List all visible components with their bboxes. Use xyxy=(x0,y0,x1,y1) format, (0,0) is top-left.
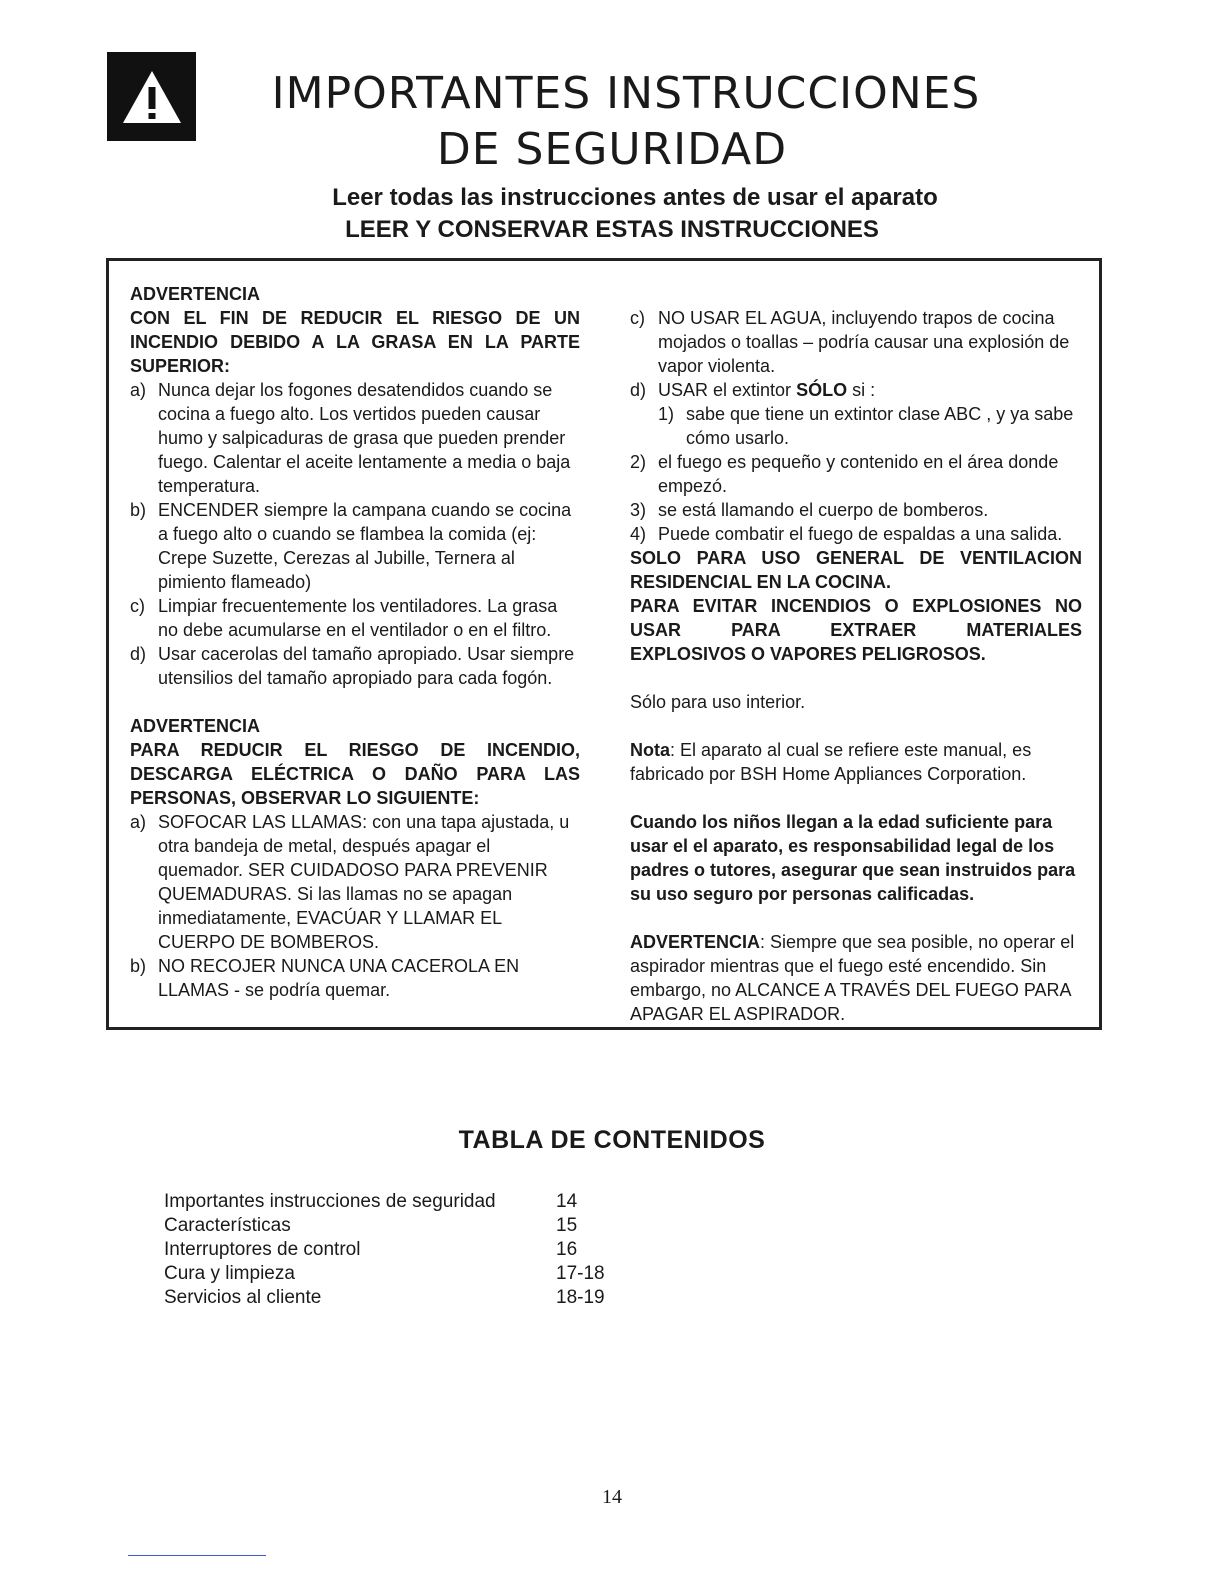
item-text: ENCENDER siempre la campana cuando se cocina a fuego alto o cuando se flambea la comida (ej: Crepe Suzette, Cerezas al Jubille, Ternera al pimiento flameado) xyxy=(158,500,572,592)
toc-row xyxy=(164,1238,636,1262)
ventilation-warning-line: SOLO PARA USO GENERAL DE VENTILACION xyxy=(630,548,1082,568)
sub-list-item xyxy=(630,498,1082,522)
table-of-contents xyxy=(164,1190,636,1310)
item-label: a) xyxy=(130,812,147,832)
warning-heading-line: INCENDIO DEBIDO A LA GRASA EN LA PARTE xyxy=(130,332,580,352)
children-safety-note: Cuando los niños llegan a la edad suficiente para usar el el aparato, es responsabilidad legal de los padres o tutores, asegurar que sean instruidos para su uso seguro por personas calificadas. xyxy=(630,812,1076,904)
warning-heading-line: PARA REDUCIR EL RIESGO DE INCENDIO, xyxy=(130,740,580,760)
toc-entry-page: 16 xyxy=(556,1239,578,1260)
sub-list-item xyxy=(630,522,1082,546)
item-label: d) xyxy=(630,380,647,400)
item-text-pre: USAR el extintor xyxy=(658,380,797,400)
fire-warning-note xyxy=(630,930,1082,1026)
sub-item-text: Puede combatir el fuego de espaldas a una salida. xyxy=(658,524,1063,544)
item-label: c) xyxy=(630,308,645,328)
page-title-line-1: IMPORTANTES INSTRUCCIONES xyxy=(271,68,981,119)
warning-label: ADVERTENCIA xyxy=(130,284,261,304)
toc-entry-name: Cura y limpieza xyxy=(164,1263,295,1284)
warning-heading-line: SUPERIOR: xyxy=(130,356,231,376)
toc-entry-name: Interruptores de control xyxy=(164,1239,361,1260)
ventilation-warning-line: PARA EVITAR INCENDIOS O EXPLOSIONES NO xyxy=(630,596,1082,616)
item-text-emphasis: SÓLO xyxy=(796,380,848,400)
toc-row xyxy=(164,1214,636,1238)
warning-heading-line: CON EL FIN DE REDUCIR EL RIESGO DE UN xyxy=(130,308,580,328)
warning-label: ADVERTENCIA xyxy=(130,716,261,736)
toc-entry-page: 14 xyxy=(556,1191,578,1212)
item-text: NO RECOJER NUNCA UNA CACEROLA EN LLAMAS - se podría quemar. xyxy=(158,956,520,1000)
toc-entry-name: Características xyxy=(164,1215,291,1236)
right-column xyxy=(630,306,1082,1026)
item-text-post: si : xyxy=(847,380,876,400)
left-column xyxy=(130,282,580,1002)
warning-heading-line: PERSONAS, OBSERVAR LO SIGUIENTE: xyxy=(130,788,480,808)
toc-row xyxy=(164,1286,636,1310)
sub-item-text: se está llamando el cuerpo de bomberos. xyxy=(658,500,989,520)
list-item xyxy=(630,306,1082,378)
list-item xyxy=(130,810,580,954)
sub-item-label: 2) xyxy=(630,452,647,472)
warning-heading-line: DESCARGA ELÉCTRICA O DAÑO PARA LAS xyxy=(130,764,580,784)
sub-item-label: 3) xyxy=(630,500,647,520)
item-text: Limpiar frecuentemente los ventiladores. La grasa no debe acumularse en el ventilador o en el filtro. xyxy=(158,596,558,640)
footer-divider xyxy=(128,1555,266,1556)
list-item xyxy=(130,594,580,642)
sub-item-label: 4) xyxy=(630,524,647,544)
warning-label: ADVERTENCIA xyxy=(630,932,761,952)
item-text xyxy=(658,378,1082,402)
page-number: 14 xyxy=(602,1486,622,1508)
sub-item-label: 1) xyxy=(658,404,675,424)
manufacturer-note xyxy=(630,738,1082,786)
item-label: d) xyxy=(130,644,147,664)
sub-list-item xyxy=(630,402,1082,450)
toc-row xyxy=(164,1262,636,1286)
toc-entry-name: Servicios al cliente xyxy=(164,1287,322,1308)
list-item xyxy=(130,378,580,498)
indoor-use-note: Sólo para uso interior. xyxy=(630,692,806,712)
sub-list-item xyxy=(630,450,1082,498)
item-text: Usar cacerolas del tamaño apropiado. Usar siempre utensilios del tamaño apropiado para cada fogón. xyxy=(158,644,575,688)
note-label: Nota xyxy=(630,740,670,760)
item-label: b) xyxy=(130,500,147,520)
item-label: c) xyxy=(130,596,145,616)
ventilation-warning-line: RESIDENCIAL EN LA COCINA. xyxy=(630,572,892,592)
item-label: b) xyxy=(130,956,147,976)
ventilation-warning-line: USAR PARA EXTRAER MATERIALES xyxy=(630,620,1082,640)
toc-entry-page: 18-19 xyxy=(556,1287,605,1308)
toc-entry-page: 17-18 xyxy=(556,1263,605,1284)
list-item xyxy=(130,954,580,1002)
subtitle-line-2: LEER Y CONSERVAR ESTAS INSTRUCCIONES xyxy=(345,216,879,243)
warning-text: : Siempre que sea posible, no operar el aspirador mientras que el fuego esté encendido. Sin embargo, no ALCANCE A TRAVÉS DEL FUEGO PARA APAGAR EL ASPIRADOR. xyxy=(630,932,1075,1024)
ventilation-warning-line: EXPLOSIVOS O VAPORES PELIGROSOS. xyxy=(630,644,986,664)
toc-entry-page: 15 xyxy=(556,1215,578,1236)
sub-item-text: sabe que tiene un extintor clase ABC , y ya sabe cómo usarlo. xyxy=(686,404,1074,448)
list-item xyxy=(130,498,580,594)
toc-title: TABLA DE CONTENIDOS xyxy=(458,1126,766,1154)
note-text: : El aparato al cual se refiere este manual, es fabricado por BSH Home Appliances Corporation. xyxy=(630,740,1032,784)
toc-entry-name: Importantes instrucciones de seguridad xyxy=(164,1191,496,1212)
subtitle-line-1: Leer todas las instrucciones antes de usar el aparato xyxy=(332,184,938,211)
page-title-line-2: DE SEGURIDAD xyxy=(436,124,788,175)
list-item xyxy=(630,378,1082,402)
item-text: NO USAR EL AGUA, incluyendo trapos de cocina mojados o toallas – podría causar una explosión de vapor violenta. xyxy=(658,308,1070,376)
sub-item-text: el fuego es pequeño y contenido en el área donde empezó. xyxy=(658,452,1059,496)
toc-row xyxy=(164,1190,636,1214)
list-item xyxy=(130,642,580,690)
item-text: Nunca dejar los fogones desatendidos cuando se cocina a fuego alto. Los vertidos pueden causar humo y salpicaduras de grasa que pueden prender fuego. Calentar el aceite lentamente a media o baja temperatura. xyxy=(158,380,571,496)
item-label: a) xyxy=(130,380,147,400)
item-text: SOFOCAR LAS LLAMAS: con una tapa ajustada, u otra bandeja de metal, después apagar el quemador. SER CUIDADOSO PARA PREVENIR QUEMADURAS. Si las llamas no se apagan inmediatamente, EVACÚAR Y LLAMAR EL CUERPO DE BOMBEROS. xyxy=(158,812,570,952)
